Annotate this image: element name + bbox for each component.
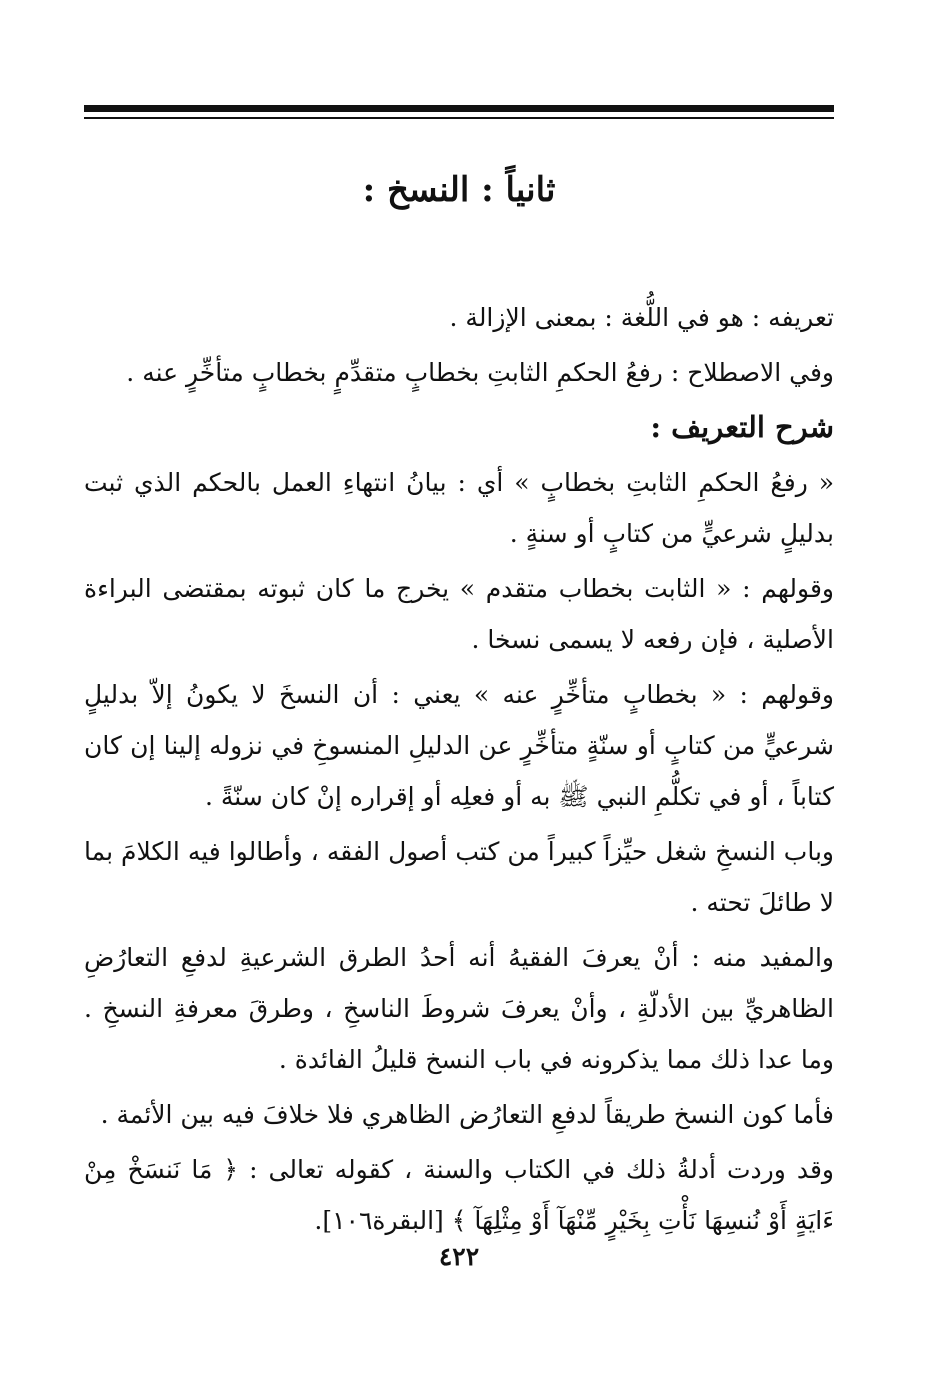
definition-linguistic: تعريفه : هو في اللُّغة : بمعنى الإزالة . [449, 303, 834, 332]
subheading-explanation: شرح التعريف : [650, 410, 834, 444]
paragraph: وقولهم : « بخطابٍ متأخِّرٍ عنه » يعني : أن النسخَ لا يكونُ إلاّ بدليلٍ شرعيٍّ من كتابٍ أو سنّةٍ متأخِّرٍ عن الدليلِ المنسوخِ في نزوله إلينا إن كان كتاباً ، أو في تكلُّمِ النبي ﷺ به أو فعلِه أو إقراره إنْ كان سنّةً . [84, 680, 834, 811]
page-number: ٤٢٢ [438, 1242, 480, 1271]
paragraph: فأما كون النسخ طريقاً لدفعِ التعارُض الظاهري فلا خلافَ فيه بين الأئمة . [100, 1100, 834, 1129]
paragraph: والمفيد منه : أنْ يعرفَ الفقيهُ أنه أحدُ الطرق الشرعيةِ لدفعِ التعارُضِ الظاهريِّ بين الأدلّةِ ، وأنْ يعرفَ شروطَ الناسخِ ، وطرقَ معرفةِ النسخِ . وما عدا ذلك مما يذكرونه في باب النسخ قليلُ الفائدة . [84, 943, 834, 1074]
paragraph: وباب النسخِ شغل حيِّزاً كبيراً من كتب أصول الفقه ، وأطالوا فيه الكلامَ بما لا طائلَ تحته . [84, 837, 834, 917]
section-title: ثانياً : النسخ : [362, 170, 556, 210]
paragraph-quran-citation: وقد وردت أدلةُ ذلك في الكتاب والسنة ، كقوله تعالى : ﴿ مَا نَنسَخْ مِنْ ءَايَةٍ أَوْ نُنسِهَا نَأْتِ بِخَيْرٍ مِّنْهَآ أَوْ مِثْلِهَآ ﴾ [البقرة١٠٦]. [84, 1155, 834, 1235]
body-text [84, 292, 834, 1250]
paragraph: وقولهم : « الثابت بخطاب متقدم » يخرج ما كان ثبوته بمقتضى البراءة الأصلية ، فإن رفعه لا يسمى نسخا . [84, 574, 834, 654]
header-rule-thick [84, 105, 834, 112]
definition-technical: وفي الاصطلاح : رفعُ الحكمِ الثابتِ بخطابٍ متقدِّمٍ بخطابٍ متأخِّرٍ عنه . [126, 358, 834, 387]
paragraph: « رفعُ الحكمِ الثابتِ بخطابٍ » أي : بيانُ انتهاءِ العمل بالحكم الذي ثبت بدليلٍ شرعيٍّ من كتابٍ أو سنةٍ . [84, 468, 834, 548]
header-rule-thin [84, 117, 834, 119]
